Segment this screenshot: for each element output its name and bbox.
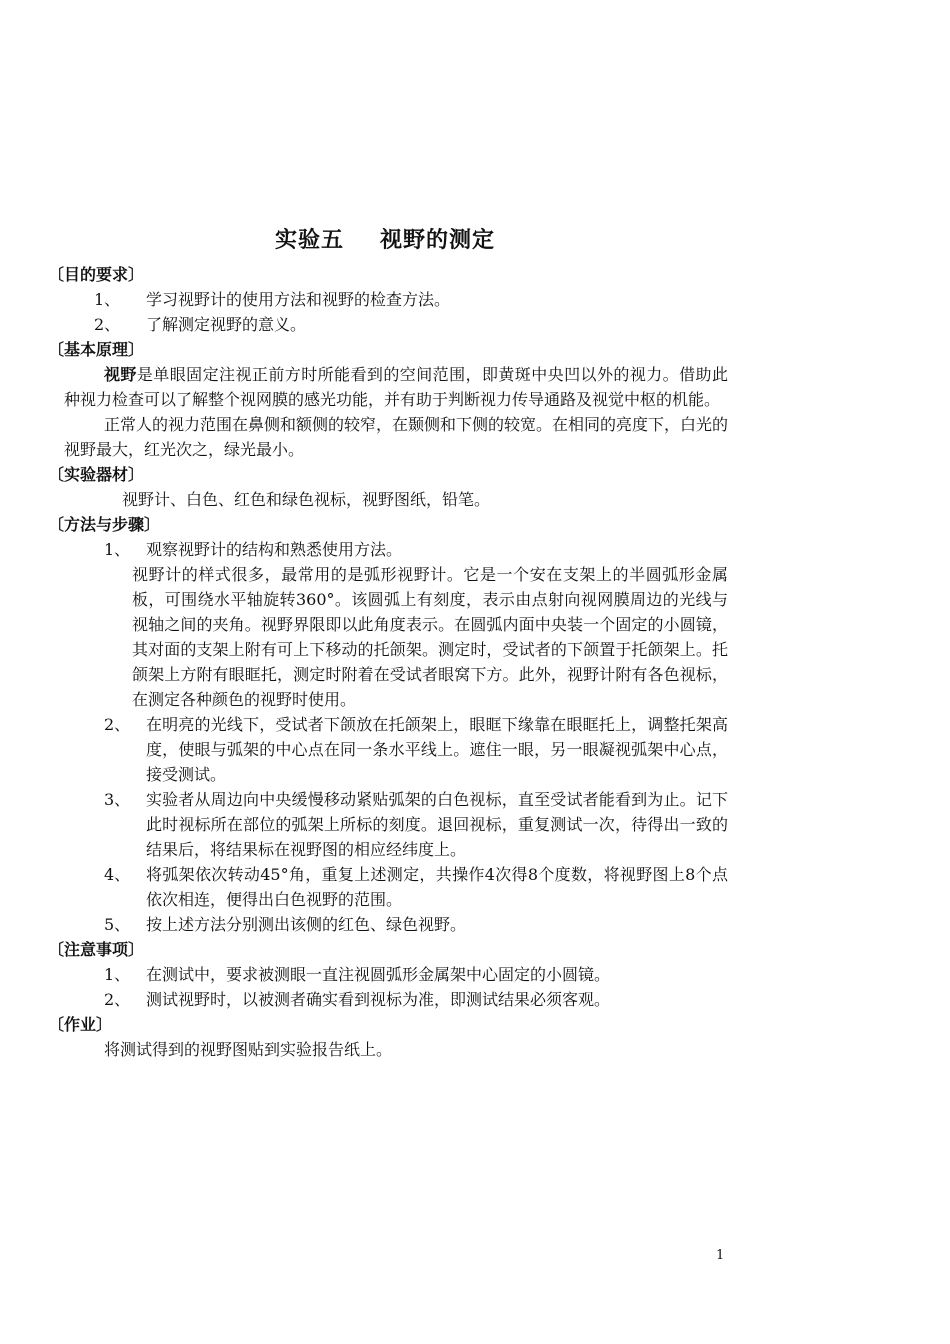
title-experiment-name: 视野的测定 [380,228,496,253]
method-step-text: 按上述方法分别测出该侧的红色、绿色视野。 [146,915,467,934]
section-heading-equipment: 〔实验器材〕 [48,465,145,484]
method-step [48,537,728,562]
method-step-number: 5、 [104,915,131,934]
method-step-text: 实验者从周边向中央缓慢移动紧贴弧架的白色视标，直至受试者能看到为止。记下此时视标所在部位的弧架上所标的刻度。退回视标，重复测试一次，待得出一致的结果后，将结果标在视野图的相应经纬度上。 [146,790,728,859]
method-step [48,862,728,912]
method-step [48,787,728,862]
method-step-title: 观察视野计的结构和熟悉使用方法。 [146,540,403,559]
page-number: 1 [716,1248,725,1263]
section-heading-principle: 〔基本原理〕 [48,340,145,359]
purpose-item-text: 了解测定视野的意义。 [146,315,307,334]
purpose-item [48,287,728,312]
homework-text: 将测试得到的视野图贴到实验报告纸上。 [104,1040,393,1059]
title-experiment-number: 实验五 [274,228,344,253]
term-visual-field: 视野 [104,365,137,384]
method-step-number: 2、 [104,715,131,734]
note-item-number: 1、 [104,965,131,984]
document-body [48,262,728,1062]
section-heading-notes: 〔注意事项〕 [48,940,145,959]
note-item [48,962,728,987]
method-step-number: 4、 [104,865,131,884]
method-step-text: 在明亮的光线下，受试者下颌放在托颌架上，眼眶下缘靠在眼眶托上，调整托架高度，使眼与弧架的中心点在同一条水平线上。遮住一眼，另一眼凝视弧架中心点，接受测试。 [146,715,728,784]
purpose-item-number: 1、 [94,290,121,309]
principle-paragraph-1 [48,362,728,412]
purpose-item-number: 2、 [94,315,121,334]
note-item-text: 测试视野时，以被测者确实看到视标为准，即测试结果必须客观。 [146,990,611,1009]
principle-paragraph-1-text: 是单眼固定注视正前方时所能看到的空间范围，即黄斑中央凹以外的视力。借助此种视力检查可以了解整个视网膜的感光功能，并有助于判断视力传导通路及视觉中枢的机能。 [64,365,728,409]
section-heading-homework: 〔作业〕 [48,1015,113,1034]
method-step [48,912,728,937]
method-step-number: 1、 [104,540,131,559]
equipment-text: 视野计、白色、红色和绿色视标，视野图纸，铅笔。 [122,490,491,509]
page-title [0,224,770,258]
note-item-text: 在测试中，要求被测眼一直注视圆弧形金属架中心固定的小圆镜。 [146,965,611,984]
purpose-item [48,312,728,337]
method-step-text: 将弧架依次转动45°角，重复上述测定，共操作4次得8个度数，将视野图上8个点依次相连，便得出白色视野的范围。 [146,865,728,909]
note-item [48,987,728,1012]
method-step [48,712,728,787]
purpose-item-text: 学习视野计的使用方法和视野的检查方法。 [146,290,451,309]
note-item-number: 2、 [104,990,131,1009]
principle-paragraph-2: 正常人的视力范围在鼻侧和额侧的较窄，在颞侧和下侧的较宽。在相同的亮度下，白光的视野最大，红光次之，绿光最小。 [64,415,729,459]
section-heading-method: 〔方法与步骤〕 [48,515,161,534]
method-step-1-body: 视野计的样式很多，最常用的是弧形视野计。它是一个安在支架上的半圆弧形金属板，可围绕水平轴旋转360°。该圆弧上有刻度，表示由点射向视网膜周边的光线与视轴之间的夹角。视野界限即以此角度表示。在圆弧内面中央装一个固定的小圆镜，其对面的支架上附有可上下移动的托颌架。测定时，受试者的下颌置于托颌架上。托颌架上方附有眼眶托，测定时附着在受试者眼窝下方。此外，视野计附有各色视标，在测定各种颜色的视野时使用。 [132,565,728,709]
section-heading-purpose: 〔目的要求〕 [48,265,145,284]
method-step-number: 3、 [104,790,131,809]
